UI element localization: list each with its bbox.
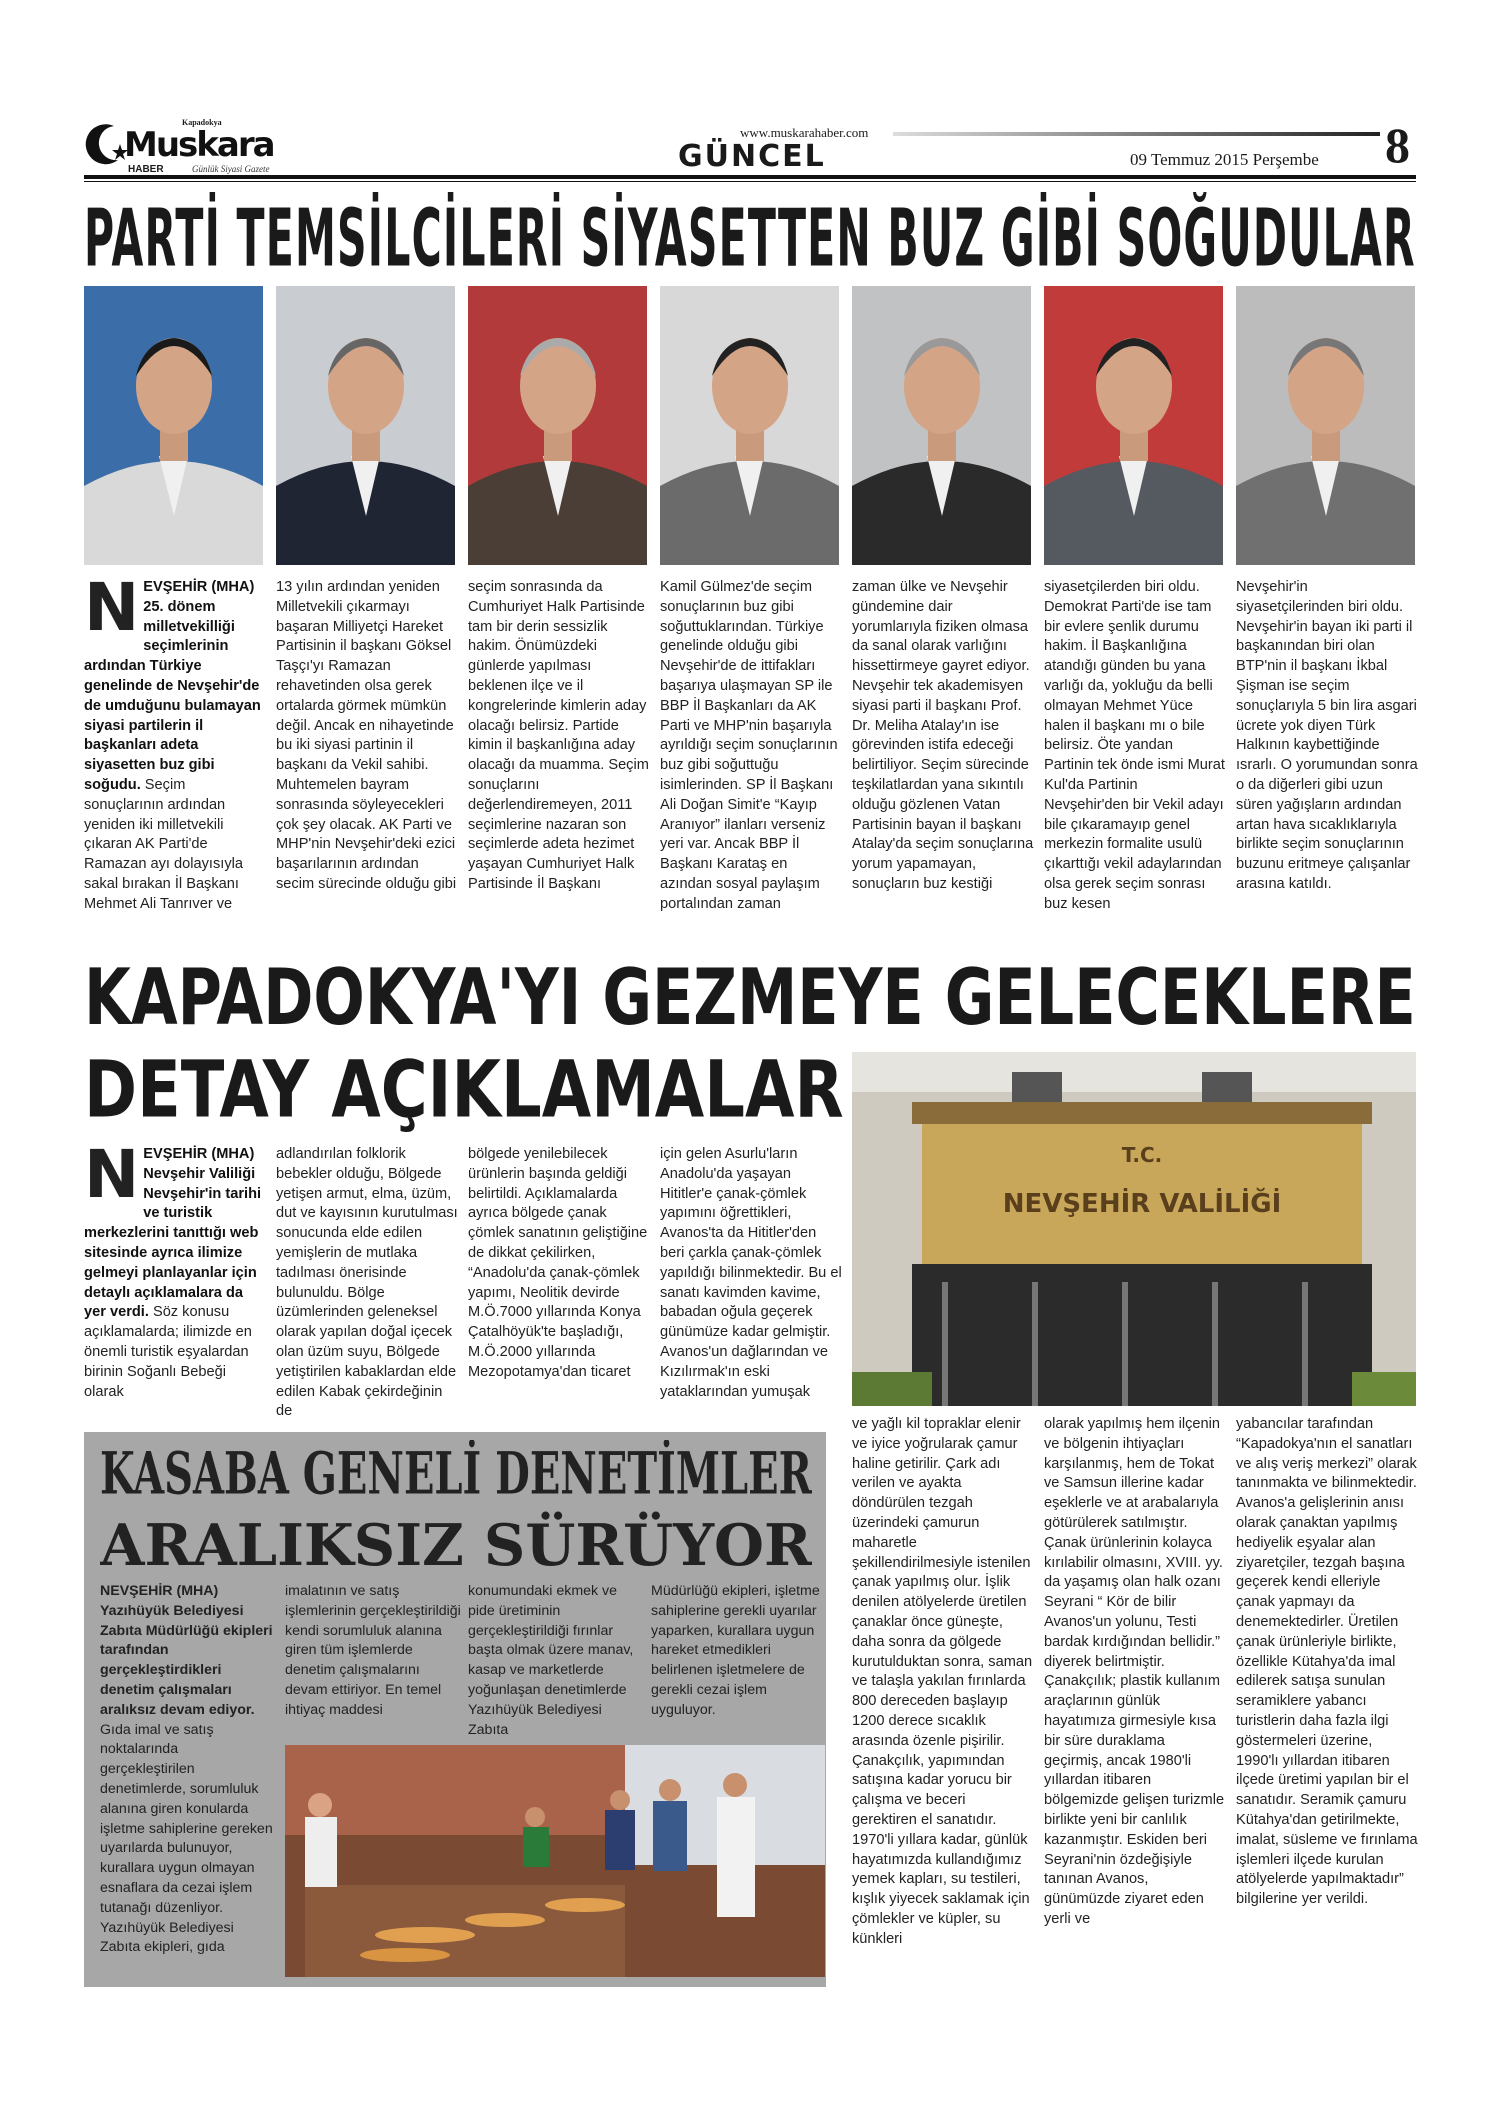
article3-column-4: Müdürlüğü ekipleri, işletme sahiplerine gerekli uyarılar yaparken, kurallara uygun hareket etmedikleri belirlenen işletmelere de gerekli cezai işlem uyguluyor. — [651, 1583, 820, 1718]
article2-headline-line1-box — [84, 952, 1416, 1042]
header-gradient-rule — [893, 132, 1380, 136]
header-divider-thin — [84, 181, 1416, 182]
article1-text: Seçim sonuçlarının ardından yeniden iki milletvekili çıkaran AK Parti'de Ramazan ayı dolayısıyla sakal bırakan İl Başkanı Mehmet Ali Tanrıver ve — [84, 776, 243, 912]
article2-headline-line1: KAPADOKYA'YI GEZMEYE GELECEKLERE — [84, 952, 1416, 1042]
article1-column-7: Nevşehir'in siyasetçilerinden biri oldu. Nevşehir'in bayan iki parti il başkanından biri olan BTP'nin il başkanı İkbal Şişman ise seçim sonuçlarıyla 5 bin lira asgari ücrete yok diyen Türk Halkının kaybettiğinde ısrarlı. O yorumundan sonra o da diğerleri gibi uzun süren yağışların ardından artan hava sıcaklıklarıyla birlikte seçim sonuçlarının buzunu eritmeye çalışanlar arasına katıldı. — [1236, 579, 1418, 892]
article3-column-3: konumundaki ekmek ve pide üretiminin gerçekleştirildiği fırınlar başta olmak üzere manav, kasap ve marketlerde yoğunlaşan denetimlerde Yazıhüyük Belediyesi Zabıta — [468, 1583, 634, 1738]
article1-column-1 — [84, 578, 266, 938]
article2-text: Söz konusu açıklamalarda; ilimizde en önemli turistik eşyalardan birinin Soğanlı Bebeği olarak — [84, 1304, 252, 1400]
portrait-photo — [276, 286, 455, 565]
article2-headline-line2: DETAY AÇIKLAMALAR — [84, 1043, 844, 1135]
logo-haber-text: HABER — [128, 164, 164, 175]
portrait-photo — [84, 286, 263, 565]
header-divider — [84, 175, 1416, 179]
page-number: 8 — [1385, 117, 1410, 173]
article1-column-5: zaman ülke ve Nevşehir gündemine dair yorumlarıyla fiziken olmasa da sanal olarak varlığını hissettirmeye gayret ediyor. Nevşehir tek akademisyen siyasi parti il başkanı Prof. Dr. Meliha Atalay'ın ise görevinden istifa edeceği belirtiliyor. Seçim sürecinde teşkilatlardan yana sıkıntılı olduğu gözlenen Vatan Partisinin bayan il başkanı Atalay'da seçim sonuçlarına yorum yapamayan, sonuçların buz kestiği — [852, 579, 1034, 892]
article3-headline-line2-box — [100, 1511, 812, 1579]
logo-brand-text: Muskara — [124, 125, 274, 165]
sign-text: NEVŞEHİR VALİLİĞİ — [1002, 1189, 1282, 1219]
article2-column-2: adlandırılan folklorik bebekler olduğu, Bölgede yetişen armut, elma, üzüm, dut ve kayısının kurutulması sonucunda elde edilen yemişlerin de mutlaka tadılması önerisinde bulunuldu. Bölge üzümlerinden geleneksel olarak yapılan doğal içecek olan üzüm suyu, Bölgede yetiştirilen kabaklardan elde edilen Kabak çekirdeğinin de — [276, 1146, 458, 1420]
article3-text: Gıda imal ve satış noktalarında gerçekleştirilen denetimlerde, sorumluluk alanına giren konularda işletme sahiplerine gereken uyarılarda bulunuyor, kurallara uygun olmayan esnaflara da cezai işlem tutanağı düzenliyor. Yazıhüyük Belediyesi Zabıta ekipleri, gıda — [100, 1721, 273, 1956]
portrait-photo — [660, 286, 839, 565]
article3-lead: NEVŞEHİR (MHA) Yazıhüyük Belediyesi Zabıta Müdürlüğü ekipleri tarafından gerçekleştirdikleri denetim çalışmaları aralıksız devam ediyor. — [100, 1583, 273, 1718]
article1-column-4: Kamil Gülmez'de seçim sonuçlarının buz gibi soğuttuklarından. Türkiye genelinde olduğu gibi Nevşehir'de de ittifakları başarıya ulaşmayan SP ile BBP İl Başkanları da AK Parti ve MHP'nin başarıyla ayrıldığı seçim sonuçlarının buz gibi soğuttuğu isimlerinden. SP İl Başkanı Ali Doğan Simit'e “Kayıp Aranıyor” ilanları verseniz yeri var. Ancak BBP İl Başkanı Karataş en azından sosyal paylaşım portalından zaman — [660, 579, 838, 912]
article1-lead: EVŞEHİR (MHA) 25. dönem milletvekilliği seçimlerinin ardından Türkiye genelinde de Nevşehir'de de umduğunu bulamayan siyasi partilerin il başkanları adeta siyasetten buz gibi soğudu. — [84, 579, 261, 793]
article3-headline-line2: ARALIKSIZ SÜRÜYOR — [100, 1511, 812, 1579]
dropcap: N — [84, 1145, 140, 1213]
dropcap: N — [84, 578, 140, 646]
website-url[interactable]: www.muskarahaber.com — [740, 125, 869, 140]
logo-tagline: Günlük Siyasi Gazete — [192, 164, 270, 174]
portrait-photo — [468, 286, 647, 565]
newspaper-logo — [84, 118, 304, 176]
issue-date: 09 Temmuz 2015 Perşembe — [1130, 150, 1319, 169]
article2-column-1 — [84, 1145, 266, 1431]
article2-column-6: olarak yapılmış hem ilçenin ve bölgenin ihtiyaçları karşılanmış, hem de Tokat ve Samsun illerine kadar eşeklerle ve at arabalarıyla götürülerek satılmıştır. Çanak ürünlerinin kolayca kırılabilir olmasını, XVIII. yy. da yaşamış olan halk ozanı Seyrani “ Kör de bilir Avanos'un yolunu, Testi bardak kırdığından bellidir.” diyerek belirtmiştir. Çanakçılık; plastik kullanım araçlarının günlük hayatımıza girmesiyle kısa bir süre duraklama geçirmiş, ancak 1980'li yıllardan itibaren bölgemizde gelişen turizmle birlikte yeni bir canlılık kazanmıştır. Eskiden beri Seyrani'nin özdeğişiyle tanınan Avanos, günümüzde ziyaret eden yerli ve — [1044, 1416, 1225, 1927]
article1-headline-box — [84, 192, 1416, 285]
article3-headline-line1-box — [100, 1440, 812, 1508]
crescent-star-icon — [84, 120, 128, 170]
portrait-photo — [852, 286, 1031, 565]
bakery-inspection-photo — [285, 1745, 825, 1977]
governorship-building-photo — [852, 1052, 1416, 1406]
article1-headline: PARTİ TEMSİLCİLERİ SİYASETTEN BUZ GİBİ SOĞUDULAR — [84, 192, 1416, 285]
sign-tc: T.C. — [1121, 1143, 1163, 1167]
article1-column-2: 13 yılın ardından yeniden Milletvekili çıkarmayı başaran Milliyetçi Hareket Partisinin il başkanı Göksel Taşçı'yı Ramazan rehavetinden olsa gerek ortalarda görmek mümkün değil. Ancak en nihayetinde bu iki siyasi partinin il başkanı da Vekil sahibi. Muhtemelen bayram sonrasında söyleyecekleri çok şey olacak. AK Parti ve MHP'nin Nevşehir'deki ezici başarılarının ardından secim sürecinde olduğu gibi — [276, 579, 457, 892]
article3-headline-line1: KASABA GENELİ DENETİMLER — [100, 1440, 812, 1508]
article3-column-2: imalatının ve satış işlemlerinin gerçekleştirildiği kendi sorumluluk alanına giren tüm işlemlerde denetim çalışmalarını devam ettiriyor. En temel ihtiyaç maddesi — [285, 1583, 461, 1718]
article1-column-6: siyasetçilerden biri oldu. Demokrat Parti'de ise tam bir evlere şenlik durumu hakim. İl Başkanlığına atandığı günden bu yana varlığı da, yokluğu da belli olmayan Mehmet Yüce halen il başkanı mı o bile belirsiz. Öte yandan Partinin tek önde ismi Murat Kul'da Partinin Nevşehir'den bir Vekil adayı bile çıkaramayıp genel merkezin formalite usulü çıkarttığı vekil adaylarından olsa gerek seçim sonrası buz kesen — [1044, 579, 1225, 912]
article2-lead: EVŞEHİR (MHA) Nevşehir Valiliği Nevşehir'in tarihi ve turistik merkezlerini tanıttığı web sitesinde ayrıca ilimize gelmeyi planlayanlar için detaylı açıklamalara da yer verdi. — [84, 1146, 262, 1321]
article2-headline-line2-box — [84, 1043, 844, 1135]
article3-column-1 — [100, 1582, 276, 1980]
portrait-photo — [1236, 286, 1415, 565]
article2-column-5: ve yağlı kil topraklar elenir ve iyice yoğrularak çamur haline getirilir. Çark adı verilen ve ayakta döndürülen tezgah üzerindeki çamurun maharetle şekillendirilmesiyle istenilen çanak yapılmış olur. İşlik denilen atölyelerde üretilen çanaklar önce güneşte, daha sonra da gölgede kurutulduktan sonra, saman ve talaşla yakılan fırınlarda 800 dereceden başlayıp 1200 derece sıcaklık arasında özenle pişirilir. Çanakçılık, yapımından satışına kadar yorucu bir çalışma ve beceri gerektiren el sanatıdır. 1970'li yıllara kadar, günlük hayatımızda kullandığımız yemek kapları, su testileri, kışlık yiyecek saklamak için çömlekler ve küpler, su künkleri — [852, 1416, 1033, 1947]
article2-column-7: yabancılar tarafından “Kapadokya'nın el sanatları ve alış veriş merkezi” olarak tanınmakta ve bilinmektedir. Avanos'a gelişlerinin anısı olarak çanaktan yapılmış hediyelik eşyalar alan ziyaretçiler, tezgah başına geçerek kendi elleriyle çanak yapmayı da denemektedirler. Üretilen çanak ürünleriyle birlikte, özellikle Kütahya'da imal edilerek satışa sunulan seramiklere yabancı turistlerin daha fazla ilgi göstermeleri üzerine, 1990'lı yıllardan itibaren ilçede üretimi yapılan bir el sanatıdır. Seramik çamuru Kütahya'dan getirilmekte, imalat, süsleme ve fırınlama işlemleri ilçede kurulan atölyelerde yapılmaktadır” bilgilerine yer verildi. — [1236, 1416, 1418, 1908]
article2-column-3: bölgede yenilebilecek ürünlerin başında geldiği belirtildi. Açıklamalarda ayrıca bölgede çanak çömlek sanatının geliştiğine de dikkat çekilirken, “Anadolu'da çanak-çömlek yapımı, Neolitik devirde M.Ö.7000 yıllarında Konya Çatalhöyük'te başladığı, M.Ö.2000 yıllarında Mezopotamya'dan ticaret — [468, 1146, 648, 1380]
portrait-photo — [1044, 286, 1223, 565]
article1-column-3: seçim sonrasında da Cumhuriyet Halk Partisinde tam bir derin sessizlik hakim. Önümüzdeki günlerde yapılması beklenen ilçe ve il kongrelerinde kimlerin aday olacağı belirsiz. Partide kimin il başkanlığına aday olacağı da muamma. Seçim sonuçlarını değerlendiremeyen, 2011 seçimlerine nazaran son seçimlerde adeta hezimet yaşayan Cumhuriyet Halk Partisinde İl Başkanı — [468, 579, 649, 892]
section-title: GÜNCEL — [678, 139, 826, 174]
article2-column-4: için gelen Asurlu'ların Anadolu'da yaşayan Hititler'e çanak-çömlek yapımını öğrettikleri, Avanos'ta da Hititler'den beri çarkla çanak-çömlek yapıldığı bilinmektedir. Bu el sanatı kavimden kavime, babadan oğula geçerek günümüze kadar gelmiştir. Avanos'un dağlarından ve Kızılırmak'ın eski yataklarından yumuşak — [660, 1146, 842, 1400]
logo-small-text: Kapadokya — [182, 118, 222, 127]
